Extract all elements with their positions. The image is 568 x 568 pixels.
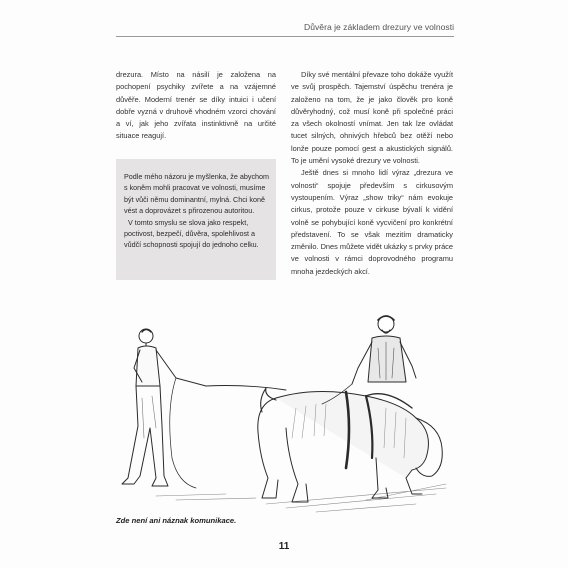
horse-training-illustration [116,308,454,518]
quote-paragraph-2: V tomto smyslu se slova jako respekt, poctivost, bezpečí, důvěra, spolehlivost a vůdčí schopnosti spojují do jednoho celku. [124,217,259,250]
horse-figure [258,388,442,502]
figure-caption: Zde není ani náznak komunikace. [116,516,237,525]
page-number: 11 [278,541,290,552]
right-paragraph-2: Ještě dnes si mnoho lidí výraz „drezura ve volnosti“ spojuje především s cirkusovým vystoupením. Výraz „show triky“ nám evokuje cirkus, protože pouze v cirkuse bývalí k vidění volně se pohybující koně vycvičení pro konkrétní představení. To se však mezitím dramaticky změnilo. Dnes můžete vidět ukázky s prvky práce ve volnosti v rámci doprovodného programu mnoha jezdeckých akcí. [291,168,453,276]
left-paragraph: drezura. Místo na násilí je založena na pochopení psychiky zvířete a na vzájemné důvěře. Moderní trenér se díky intuici i učení dobře vyzná v druhově vhodném vzorci chování a ví, jak jeho zvířata instinktivně na určité situace reagují. [116,70,276,141]
right-man-figure [322,316,416,404]
right-paragraph-1: Díky své mentální převaze toho dokáže využít ve svůj prospěch. Tajemství úspěchu trenéra je založeno na tom, že je jako člověk pro koně důvěryhodný, což musí koně při společné práci za všech okolností vnímat. Jen tak lze ovládat tucet silných, ohnivých hřebců bez otěží nebo lonže pouze pomocí gest a akustických signálů. To je umění vysoké drezury ve volnosti. [291,70,453,166]
ground-hatching [156,484,446,512]
running-header: Důvěra je základem drezury ve volnosti [304,22,454,32]
right-column [291,69,453,278]
header-rule [116,36,454,37]
quote-text [124,171,274,251]
quote-paragraph-1: Podle mého názoru je myšlenka, že abychom s koněm mohli pracovat ve volnosti, musíme být vůči němu dominantní, mylná. Chci koně vést a doprovázet s přirozenou autoritou. [124,172,270,216]
left-column [116,69,276,143]
whip-lash [170,378,196,488]
lunge-line [206,386,286,391]
left-man-figure [122,329,206,486]
